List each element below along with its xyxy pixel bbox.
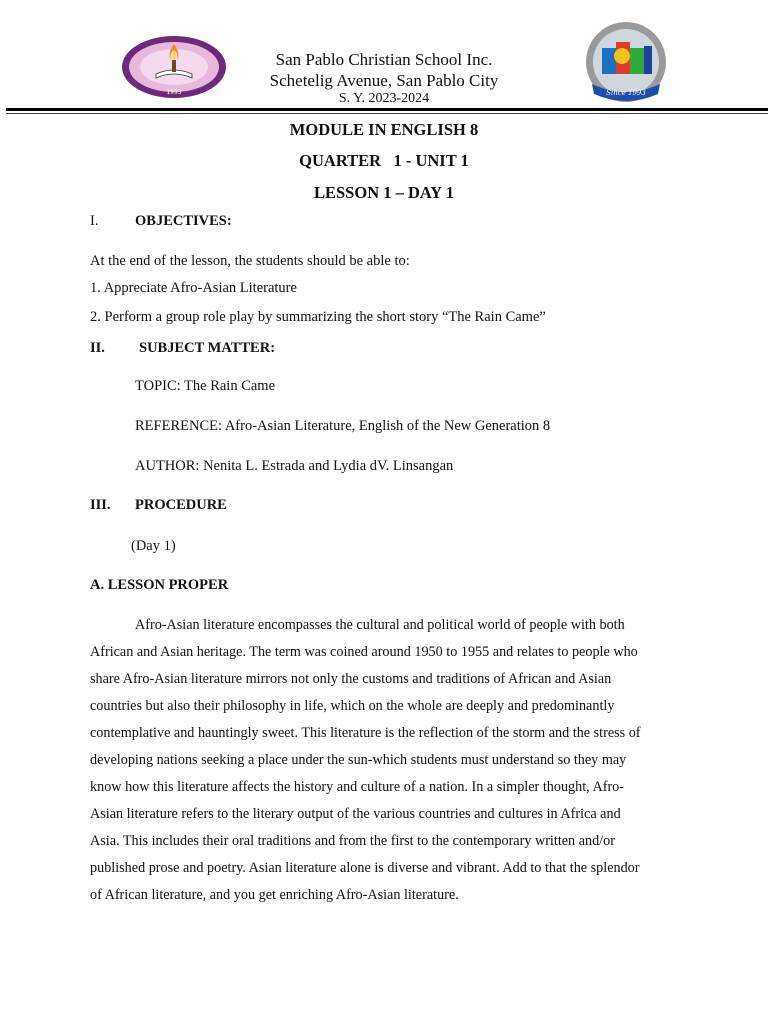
header-rule: [6, 108, 768, 111]
lesson-paragraph: [90, 612, 690, 909]
topic-line: TOPIC: The Rain Came: [135, 378, 276, 394]
paragraph-line: published prose and poetry. Asian literature alone is diverse and vibrant. Add to that the splendor: [90, 860, 640, 876]
paragraph-line: African and Asian heritage. The term was coined around 1950 to 1955 and relates to people who: [90, 644, 638, 660]
procedure-heading: PROCEDURE: [135, 497, 227, 513]
header-rule-thin: [6, 113, 768, 114]
school-address: Schetelig Avenue, San Pablo City: [269, 71, 499, 90]
paragraph-line: Afro-Asian literature encompasses the cultural and political world of people with both: [135, 617, 625, 633]
paragraph-line: developing nations seeking a place under the sun-which students must understand so they may: [90, 752, 627, 768]
procedure-numeral: III.: [90, 497, 111, 513]
paragraph-line: Asia. This includes their oral traditions and from the first to the contemporary written and/or: [90, 833, 615, 849]
quarter-title: QUARTER 1 - UNIT 1: [299, 151, 469, 170]
subject-matter-numeral: II.: [90, 340, 105, 356]
objective-item: 1. Appreciate Afro-Asian Literature: [90, 280, 297, 296]
school-year: S. Y. 2023-2024: [338, 91, 430, 106]
objectives-intro: At the end of the lesson, the students should be able to:: [90, 253, 410, 269]
module-title: MODULE IN ENGLISH 8: [289, 120, 479, 139]
since-text: Since 1993: [606, 89, 646, 97]
paragraph-line: Asian literature refers to the literary output of the various countries and cultures in Africa and: [90, 806, 621, 822]
objective-item: 2. Perform a group role play by summarizing the short story “The Rain Came”: [90, 309, 546, 325]
subject-matter-heading: SUBJECT MATTER:: [139, 340, 276, 356]
objectives-numeral: I.: [90, 213, 99, 229]
objectives-heading: OBJECTIVES:: [135, 213, 232, 229]
paragraph-line: contemplative and hauntingly sweet. This literature is the reflection of the storm and the stress of: [90, 725, 641, 741]
author-line: AUTHOR: Nenita L. Estrada and Lydia dV. Linsangan: [135, 458, 454, 474]
reference-line: REFERENCE: Afro-Asian Literature, English of the New Generation 8: [135, 418, 551, 434]
paragraph-line: know how this literature affects the history and culture of a nation. In a simpler thought, Afro-: [90, 779, 624, 795]
paragraph-line: countries but also their philosophy in life, which on the whole are deeply and predominantly: [90, 698, 615, 714]
seal-year-text: 1993: [166, 89, 182, 96]
lesson-title: LESSON 1 – DAY 1: [314, 183, 454, 202]
lesson-proper-heading: A. LESSON PROPER: [90, 577, 229, 593]
school-name: San Pablo Christian School Inc.: [275, 50, 493, 69]
paragraph-line: share Afro-Asian literature mirrors not only the customs and traditions of African and Asian: [90, 671, 612, 687]
paragraph-line: of African literature, and you get enriching Afro-Asian literature.: [90, 887, 459, 903]
day-label: (Day 1): [131, 538, 176, 554]
school-badge-logo: [578, 18, 674, 106]
school-seal-logo: [120, 34, 228, 100]
